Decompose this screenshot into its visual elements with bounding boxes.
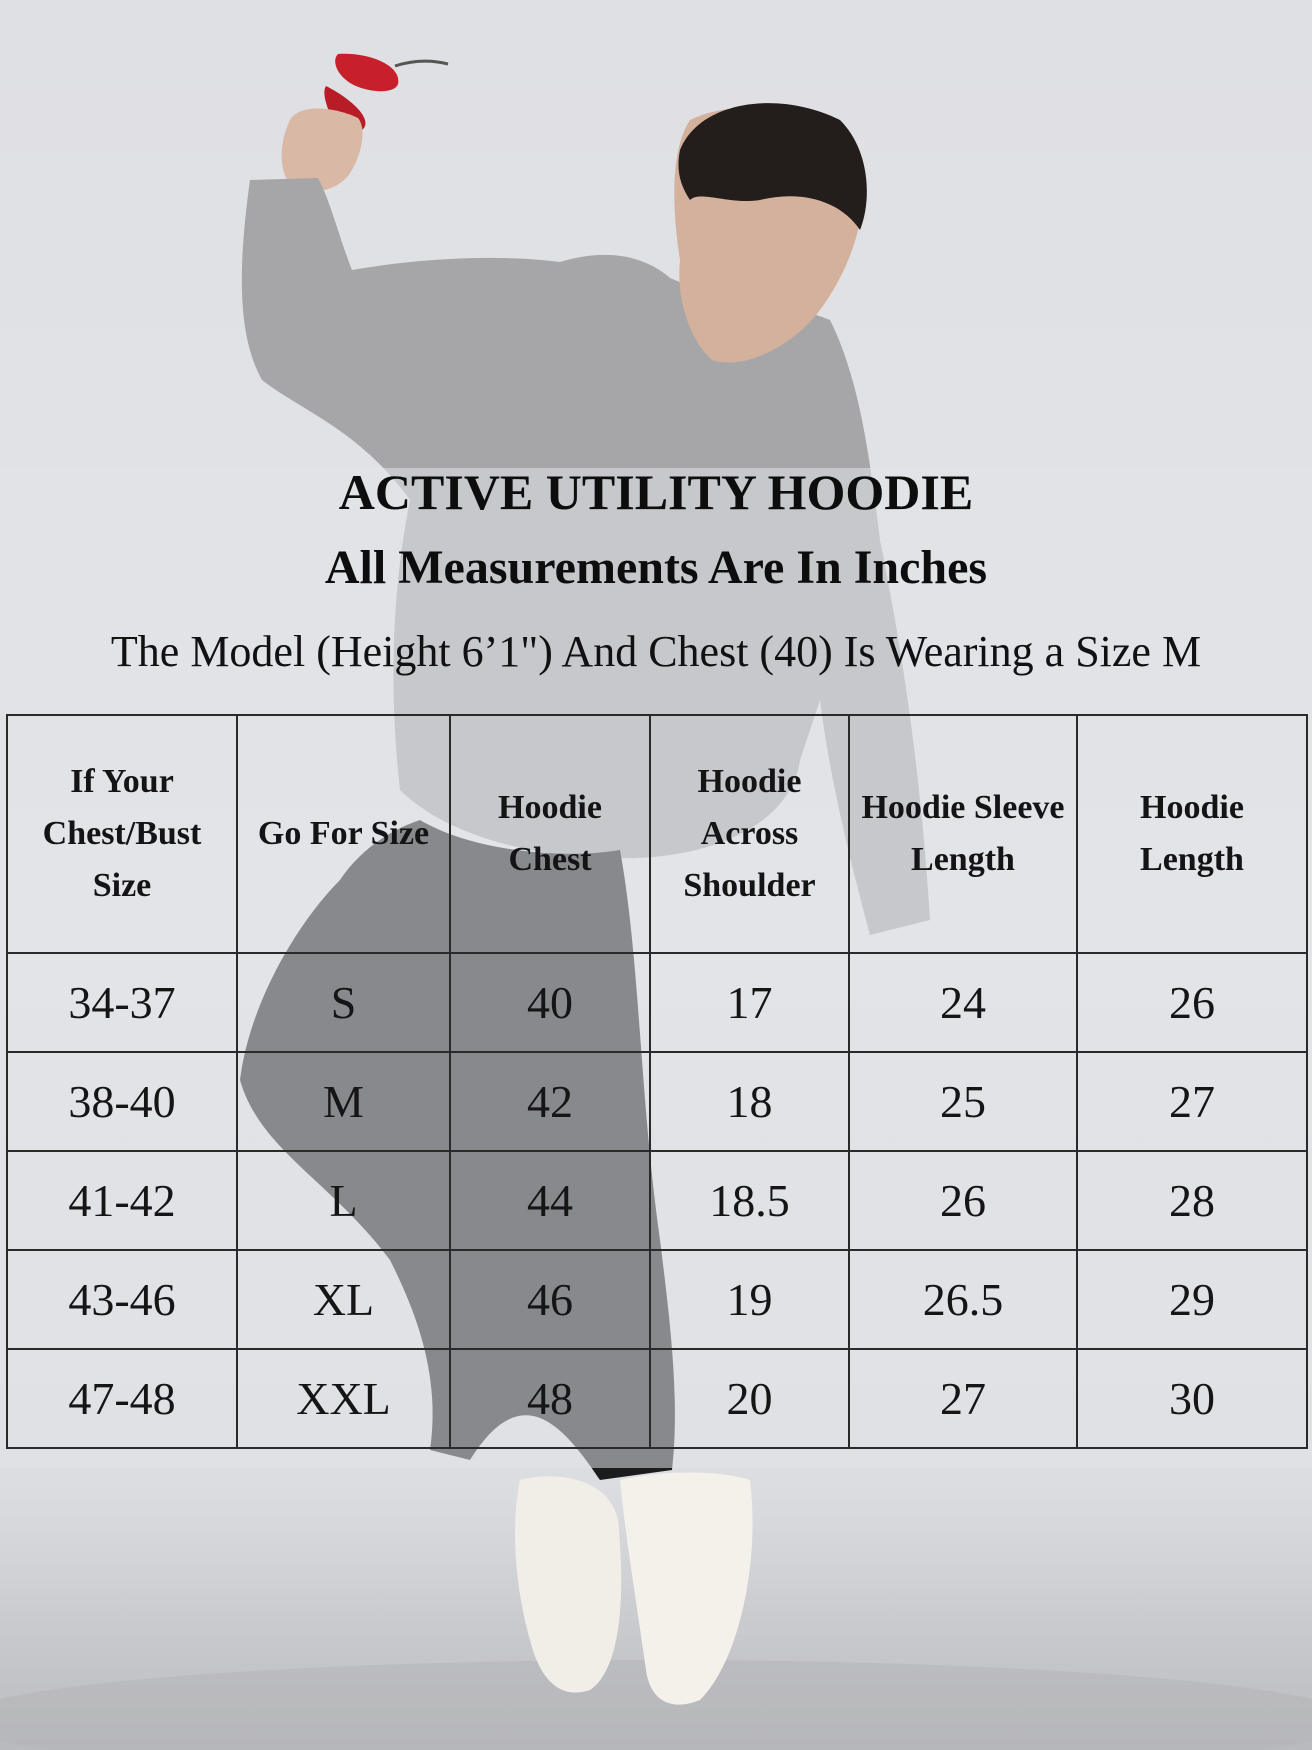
cell-sleeve-length: 26 xyxy=(849,1151,1077,1250)
cell-chest-bust-size: 47-48 xyxy=(7,1349,237,1448)
cell-hoodie-chest: 42 xyxy=(450,1052,650,1151)
cell-chest-bust-size: 43-46 xyxy=(7,1250,237,1349)
cell-hoodie-chest: 46 xyxy=(450,1250,650,1349)
cell-chest-bust-size: 38-40 xyxy=(7,1052,237,1151)
cell-hoodie-chest: 44 xyxy=(450,1151,650,1250)
cell-sleeve-length: 26.5 xyxy=(849,1250,1077,1349)
cell-across-shoulder: 19 xyxy=(650,1250,849,1349)
cell-sleeve-length: 25 xyxy=(849,1052,1077,1151)
sneaker-left xyxy=(515,1476,621,1692)
header-hoodie-across-shoulder: Hoodie Across Shoulder xyxy=(650,715,849,953)
cell-hoodie-chest: 40 xyxy=(450,953,650,1052)
cell-across-shoulder: 17 xyxy=(650,953,849,1052)
product-title: ACTIVE UTILITY HOODIE xyxy=(338,464,974,520)
header-hoodie-sleeve-length: Hoodie Sleeve Length xyxy=(849,715,1077,953)
cell-hoodie-length: 29 xyxy=(1077,1250,1307,1349)
cell-across-shoulder: 18 xyxy=(650,1052,849,1151)
cell-size: M xyxy=(237,1052,450,1151)
cell-sleeve-length: 27 xyxy=(849,1349,1077,1448)
cell-hoodie-length: 28 xyxy=(1077,1151,1307,1250)
table-row xyxy=(7,1349,1307,1448)
model-size-note: The Model (Height 6’1") And Chest (40) Is Wearing a Size M xyxy=(110,627,1202,676)
cell-across-shoulder: 18.5 xyxy=(650,1151,849,1250)
cell-size: XL xyxy=(237,1250,450,1349)
cell-size: L xyxy=(237,1151,450,1250)
cell-chest-bust-size: 34-37 xyxy=(7,953,237,1052)
cell-size: S xyxy=(237,953,450,1052)
cell-across-shoulder: 20 xyxy=(650,1349,849,1448)
cell-hoodie-length: 27 xyxy=(1077,1052,1307,1151)
header-go-for-size: Go For Size xyxy=(237,715,450,953)
cell-size: XXL xyxy=(237,1349,450,1448)
header-chest-bust-size: If Your Chest/Bust Size xyxy=(7,715,237,953)
measurement-unit-note: All Measurements Are In Inches xyxy=(324,541,988,594)
table-row xyxy=(7,1151,1307,1250)
cell-hoodie-chest: 48 xyxy=(450,1349,650,1448)
table-row xyxy=(7,1052,1307,1151)
cell-hoodie-length: 30 xyxy=(1077,1349,1307,1448)
cell-hoodie-length: 26 xyxy=(1077,953,1307,1052)
table-row xyxy=(7,1250,1307,1349)
header-hoodie-chest: Hoodie Chest xyxy=(450,715,650,953)
cell-chest-bust-size: 41-42 xyxy=(7,1151,237,1250)
header-row xyxy=(7,715,1307,953)
size-chart-table xyxy=(6,714,1308,1449)
table-row xyxy=(7,953,1307,1052)
header-hoodie-length: Hoodie Length xyxy=(1077,715,1307,953)
cell-sleeve-length: 24 xyxy=(849,953,1077,1052)
